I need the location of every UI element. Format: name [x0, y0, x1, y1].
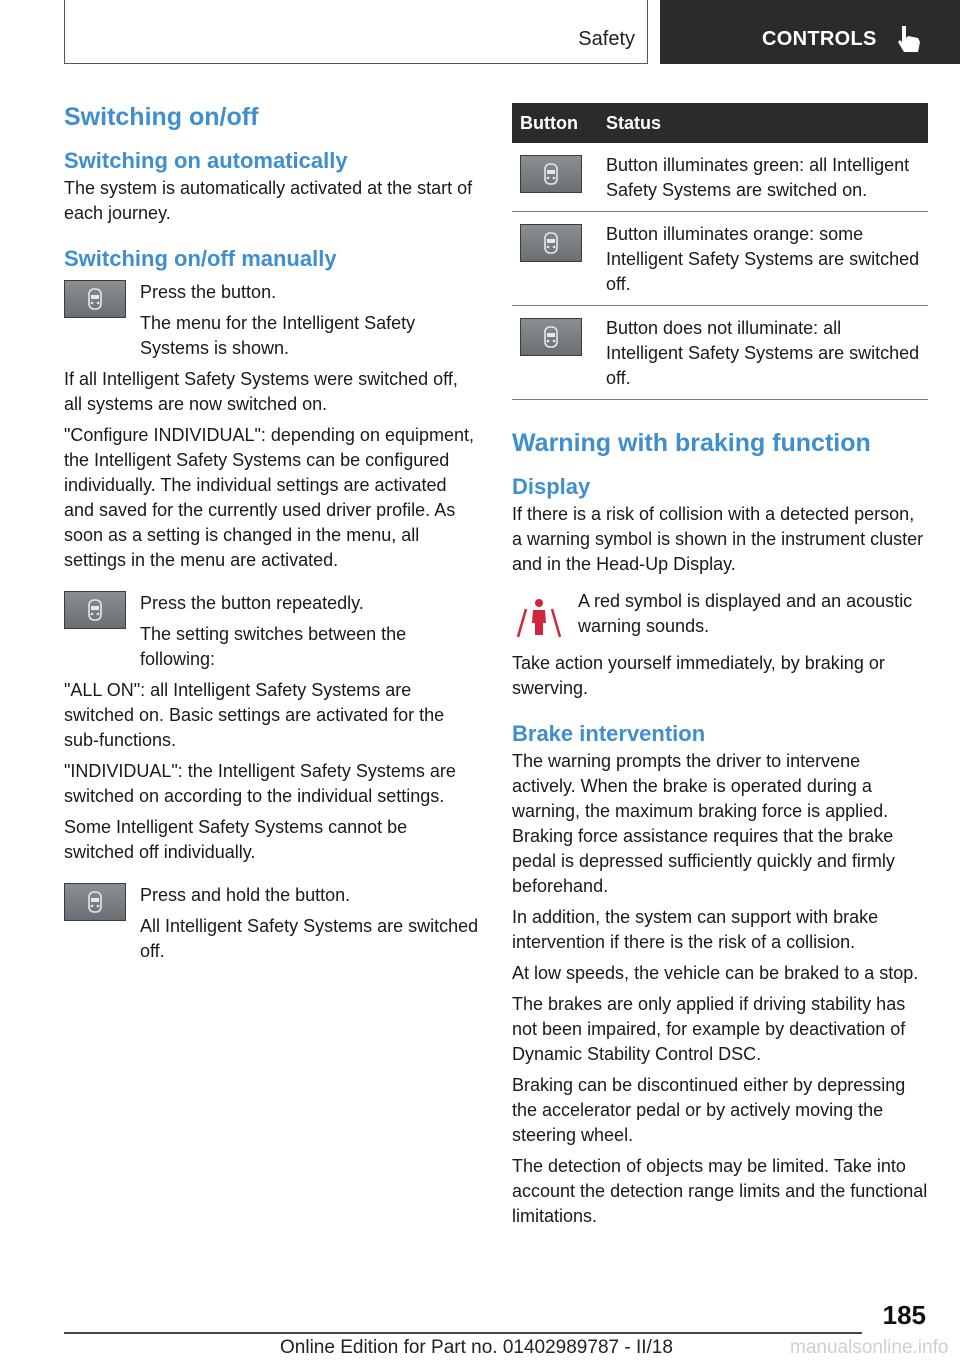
- left-column: [64, 100, 480, 964]
- brake-p1: The warning prompts the driver to intervene actively. When the brake is operated during a warning, the maximum braking force is applied. Braking force assistance requires that the brake pedal is depressed sufficiently quickly and firmly beforehand.: [512, 751, 895, 896]
- status-cell: Button illuminates green: all Intelligent Safety Systems are switched on.: [598, 143, 928, 212]
- press-repeat-text: Press the button repeatedly.: [140, 593, 364, 613]
- col-header-status: Status: [598, 103, 928, 143]
- safety-button-image: [520, 224, 582, 262]
- switching-heading: Switching on/off: [64, 103, 259, 131]
- display-text: If there is a risk of collision with a detected person, a warning symbol is shown in the instrument cluster and in the Head-Up Display.: [512, 504, 924, 574]
- menu-shown-text: The menu for the Intelligent Safety Systems is shown.: [140, 313, 416, 358]
- safety-car-icon: [86, 891, 104, 913]
- auto-heading: Switching on automatically: [64, 148, 348, 173]
- manual-heading: Switching on/off manually: [64, 246, 337, 271]
- chapter-tab: [660, 0, 960, 64]
- table-row: [512, 143, 928, 212]
- button-status-table: [512, 103, 928, 400]
- watermark-text: manualsonline.info: [790, 1337, 949, 1358]
- auto-text: The system is automatically activated at the start of each journey.: [64, 178, 473, 223]
- configure-text: "Configure INDIVIDUAL": depending on equipment, the Intelligent Safety Systems can be configured individually. The individual settings are activated and saved for the currently used driver profile. As soon as a setting is changed in the menu, all settings in the menu are activated.: [64, 425, 475, 570]
- edition-text: Online Edition for Part no. 01402989787 - II/18: [280, 1337, 673, 1358]
- brake-p3: At low speeds, the vehicle can be braked to a stop.: [512, 963, 919, 983]
- header-frame: [64, 0, 648, 64]
- warning-heading: Warning with braking function: [512, 429, 871, 457]
- safety-button-image: [520, 318, 582, 356]
- safety-car-icon: [542, 232, 560, 254]
- brake-p6: The detection of objects may be limited. Take into account the detection range limits and the functional limitations.: [512, 1156, 928, 1226]
- page-number: 185: [882, 1300, 926, 1330]
- footer-rule: [64, 1332, 862, 1334]
- press-button-step: [64, 280, 480, 361]
- all-off-text: All Intelligent Safety Systems are switched off.: [140, 916, 479, 961]
- press-button-text: Press the button.: [140, 282, 277, 302]
- table-row: [512, 306, 928, 400]
- press-hold-step: [64, 883, 480, 964]
- safety-car-icon: [542, 163, 560, 185]
- status-cell: Button illuminates orange: some Intelligent Safety Systems are switched off.: [598, 212, 928, 306]
- safety-car-icon: [86, 599, 104, 621]
- red-symbol-step: [512, 589, 928, 639]
- pointing-hand-icon: [896, 24, 922, 59]
- safety-button-image: [64, 280, 126, 318]
- right-column: [512, 103, 928, 1229]
- table-row: [512, 212, 928, 306]
- safety-button-image: [64, 591, 126, 629]
- red-symbol-text: A red symbol is displayed and an acoustic warning sounds.: [578, 591, 913, 636]
- take-action-text: Take action yourself immediately, by braking or swerving.: [512, 653, 885, 698]
- section-title: Safety: [578, 28, 635, 50]
- press-hold-text: Press and hold the button.: [140, 885, 351, 905]
- display-heading: Display: [512, 474, 591, 499]
- cannot-off-text: Some Intelligent Safety Systems cannot be switched off individually.: [64, 817, 408, 862]
- switches-between-text: The setting switches between the following:: [140, 624, 407, 669]
- col-header-button: Button: [512, 103, 598, 143]
- pedestrian-warning-icon: [516, 595, 562, 644]
- brake-heading: Brake intervention: [512, 721, 706, 746]
- press-repeat-step: [64, 591, 480, 672]
- status-cell: Button does not illuminate: all Intelligent Safety Systems are switched off.: [598, 306, 928, 400]
- chapter-label: CONTROLS: [762, 28, 877, 50]
- all-on-text: "ALL ON": all Intelligent Safety Systems are switched on. Basic settings are activated for the sub-functions.: [64, 680, 445, 750]
- if-off-text: If all Intelligent Safety Systems were switched off, all systems are now switched on.: [64, 369, 458, 414]
- safety-button-image: [64, 883, 126, 921]
- brake-p5: Braking can be discontinued either by depressing the accelerator pedal or by actively moving the steering wheel.: [512, 1075, 906, 1145]
- brake-p2: In addition, the system can support with brake intervention if there is the risk of a collision.: [512, 907, 879, 952]
- safety-car-icon: [86, 288, 104, 310]
- safety-button-image: [520, 155, 582, 193]
- individual-text: "INDIVIDUAL": the Intelligent Safety Systems are switched on according to the individual settings.: [64, 761, 456, 806]
- brake-p4: The brakes are only applied if driving stability has not been impaired, for example by deactivation of Dynamic Stability Control DSC.: [512, 994, 906, 1064]
- safety-car-icon: [542, 326, 560, 348]
